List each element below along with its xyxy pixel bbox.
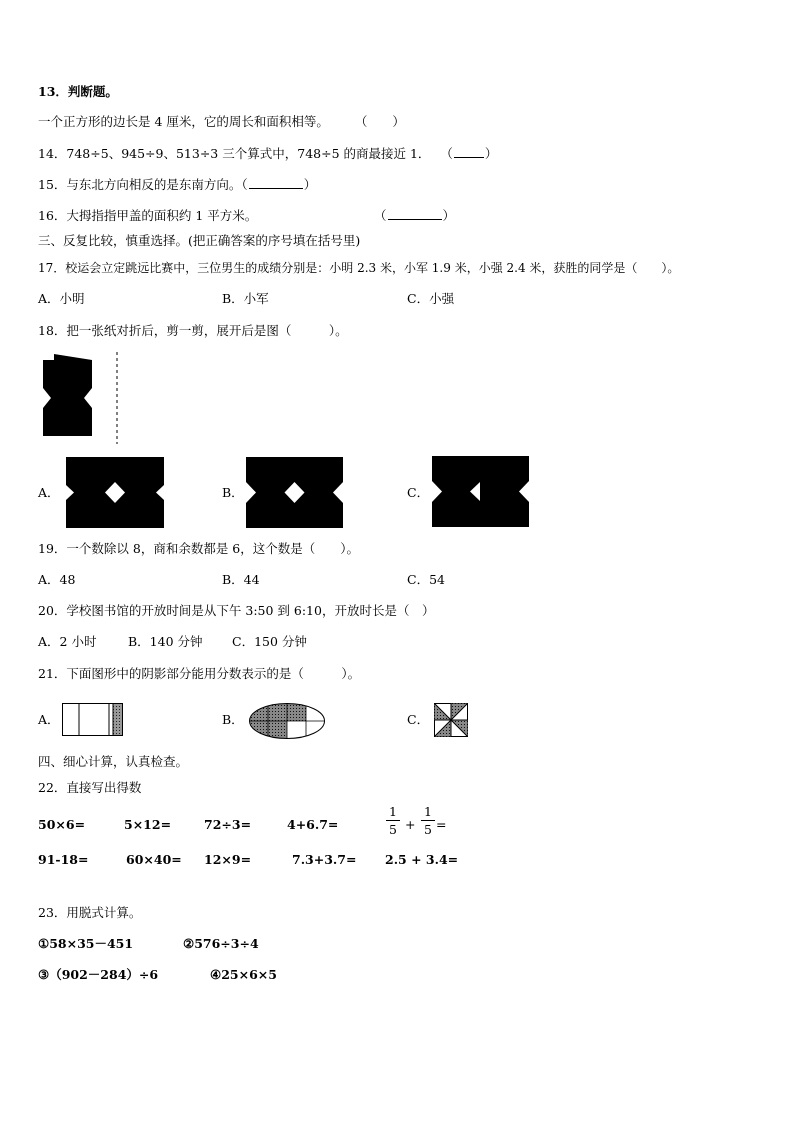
q23-item-2: ②576÷3÷4 xyxy=(183,936,259,951)
q14-text: 14．748÷5、945÷9、513÷3 三个算式中，748÷5 的商最接近 1． xyxy=(38,146,431,161)
q19-text: 19．一个数除以 8，商和余数都是 6，这个数是（ ）。 xyxy=(38,541,360,556)
q17-option-a[interactable]: A．小明 xyxy=(38,291,85,306)
q22-title: 22．直接写出得数 xyxy=(38,780,142,795)
section4-title: 四、细心计算，认真检查。 xyxy=(38,754,189,769)
q23-item-1: ①58×35－451 xyxy=(38,936,134,951)
q18-option-a-label[interactable]: A． xyxy=(38,485,60,500)
q21-option-b-figure[interactable] xyxy=(248,702,326,740)
q19-option-a[interactable]: A．48 xyxy=(38,572,76,587)
q22-fraction-1-denominator: 5 xyxy=(389,822,397,837)
q16-answer-blank[interactable] xyxy=(388,208,442,220)
q19-option-c[interactable]: C．54 xyxy=(407,572,445,587)
q14 xyxy=(38,146,497,162)
q16-text: 16．大拇指指甲盖的面积约 1 平方米。 xyxy=(38,208,258,223)
q15-close-paren: ） xyxy=(303,177,317,192)
q21-option-b-label[interactable]: B． xyxy=(222,712,244,727)
q22-item-6: 60×40= xyxy=(126,852,182,867)
q23-item-3: ③（902－284）÷6 xyxy=(38,967,159,982)
q22-fraction-2-bar xyxy=(421,820,435,821)
q22-item-3: 72÷3= xyxy=(204,817,252,832)
q17-option-b[interactable]: B．小军 xyxy=(222,291,269,306)
q22-item-8: 7.3+3.7= xyxy=(292,852,357,867)
q17-text: 17．校运会立定跳远比赛中，三位男生的成绩分别是：小明 2.3 米，小军 1.9 米，小强 2.4 米，获胜的同学是（ ）。 xyxy=(38,261,680,275)
section3-title: 三、反复比较，慎重选择。(把正确答案的序号填在括号里) xyxy=(38,233,361,248)
q16 xyxy=(38,208,257,224)
q18-folded-paper-figure xyxy=(40,350,124,446)
q21-option-c-label[interactable]: C． xyxy=(407,712,430,727)
q22-fraction-1 xyxy=(386,804,400,837)
q18-option-b-figure[interactable] xyxy=(246,457,343,528)
q22-fraction-2-denominator: 5 xyxy=(424,822,432,837)
q23-item-4: ④25×6×5 xyxy=(210,967,277,982)
q18-option-b-label[interactable]: B． xyxy=(222,485,244,500)
q15 xyxy=(38,177,316,193)
q22-item-5: 91-18= xyxy=(38,852,89,867)
q21-option-a-figure[interactable] xyxy=(62,703,124,737)
q18-option-c-label[interactable]: C． xyxy=(407,485,430,500)
q19-option-b[interactable]: B．44 xyxy=(222,572,260,587)
q20-text: 20．学校图书馆的开放时间是从下午 3:50 到 6:10，开放时长是（ ） xyxy=(38,603,435,618)
q18-option-c-figure[interactable] xyxy=(432,456,529,527)
q21-option-a-label[interactable]: A． xyxy=(38,712,60,727)
q18-option-a-figure[interactable] xyxy=(66,457,164,528)
q18-text: 18．把一张纸对折后，剪一剪，展开后是图（ ）。 xyxy=(38,323,348,338)
q17-option-c[interactable]: C．小强 xyxy=(407,291,455,306)
q22-fraction-2 xyxy=(421,804,435,837)
q20-option-a[interactable]: A．2 小时 xyxy=(38,634,97,649)
q22-item-7: 12×9= xyxy=(204,852,252,867)
q23-title: 23．用脱式计算。 xyxy=(38,905,142,920)
q22-item-2: 5×12= xyxy=(124,817,172,832)
q15-open-paren: （ xyxy=(241,177,248,192)
q13-label: 13．判断题。 xyxy=(38,84,118,99)
q16-answer xyxy=(374,208,455,224)
q13-statement xyxy=(38,114,405,130)
q14-open-paren: （ xyxy=(440,146,453,161)
q14-close-paren: ） xyxy=(484,146,498,161)
q13-answer-paren[interactable]: （ ） xyxy=(354,114,405,129)
q22-fraction-1-bar xyxy=(386,820,400,821)
q22-fraction-1-numerator: 1 xyxy=(389,804,397,819)
q14-answer-blank[interactable] xyxy=(454,146,484,158)
q20-option-b[interactable]: B．140 分钟 xyxy=(128,634,203,649)
q22-plus-sign: + xyxy=(405,817,416,832)
q20-option-c[interactable]: C．150 分钟 xyxy=(232,634,307,649)
q21-text: 21．下面图形中的阴影部分能用分数表示的是（ ）。 xyxy=(38,666,361,681)
q22-item-9: 2.5 + 3.4= xyxy=(385,852,459,867)
q22-item-1: 50×6= xyxy=(38,817,86,832)
q22-fraction-2-numerator: 1 xyxy=(424,804,432,819)
q22-item-4: 4+6.7= xyxy=(287,817,339,832)
q21-option-c-figure[interactable] xyxy=(434,703,468,737)
q15-answer-blank[interactable] xyxy=(249,177,303,189)
q16-close-paren: ） xyxy=(442,208,456,223)
q16-open-paren: （ xyxy=(374,208,387,223)
q15-text: 15．与东北方向相反的是东南方向。 xyxy=(38,177,242,192)
q22-fraction-equals: = xyxy=(436,817,447,832)
q13-statement-text: 一个正方形的边长是 4 厘米，它的周长和面积相等。 xyxy=(38,114,329,129)
